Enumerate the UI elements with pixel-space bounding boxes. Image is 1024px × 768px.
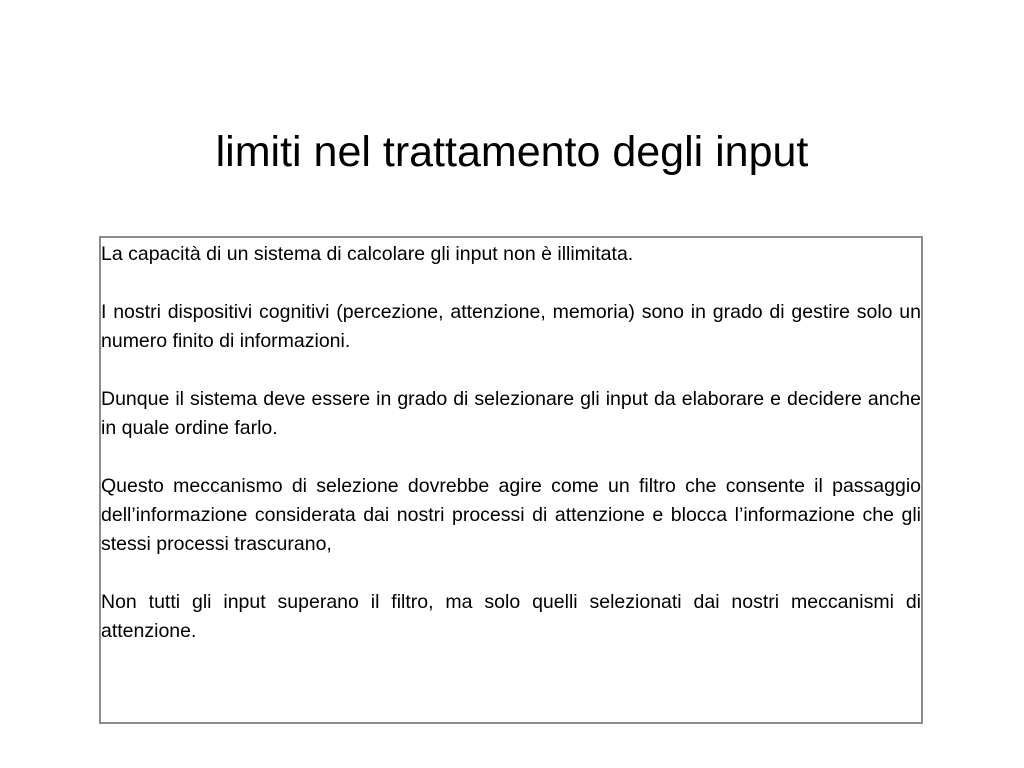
- content-text-box[interactable]: [99, 236, 923, 724]
- paragraph-filter-result: Non tutti gli input superano il filtro, ma solo quelli selezionati dai nostri meccanismi di attenzione.: [101, 591, 921, 642]
- paragraph-selection: Dunque il sistema deve essere in grado di selezionare gli input da elaborare e decidere anche in quale ordine farlo.: [101, 388, 921, 439]
- paragraph-filter-mechanism: Questo meccanismo di selezione dovrebbe agire come un filtro che consente il passaggio dell’informazione considerata dai nostri processi di attenzione e blocca l’informazione che gli stessi processi trascurano,: [101, 475, 921, 555]
- paragraph-capacity: La capacità di un sistema di calcolare gli input non è illimitata.: [101, 243, 634, 265]
- paragraph-cognitive-devices: I nostri dispositivi cognitivi (percezione, attenzione, memoria) sono in grado di gestire solo un numero finito di informazioni.: [101, 301, 921, 352]
- slide-title: limiti nel trattamento degli input: [215, 128, 809, 176]
